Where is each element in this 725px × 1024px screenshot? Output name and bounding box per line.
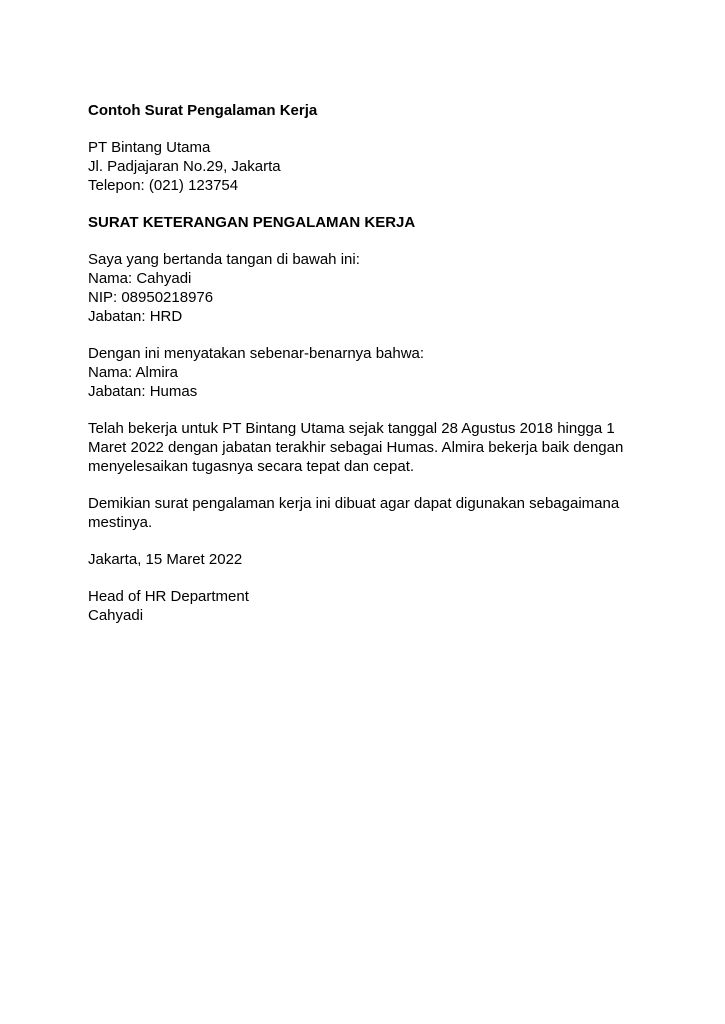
document-title: Contoh Surat Pengalaman Kerja (88, 102, 318, 119)
signature-block (88, 587, 648, 625)
signer-block (88, 250, 648, 326)
signature-name: Cahyadi (88, 607, 144, 624)
document-title-block (88, 101, 648, 120)
place-date: Jakarta, 15 Maret 2022 (88, 551, 243, 568)
signer-intro: Saya yang bertanda tangan di bawah ini: (88, 251, 360, 268)
employee-position: Jabatan: Humas (88, 383, 198, 400)
closing-line: mestinya. (88, 514, 153, 531)
signature-title: Head of HR Department (88, 588, 249, 605)
signer-position: Jabatan: HRD (88, 308, 183, 325)
company-info (88, 138, 648, 195)
closing-paragraph (88, 494, 648, 532)
employee-name: Nama: Almira (88, 364, 179, 381)
statement-line: Maret 2022 dengan jabatan terakhir sebagai Humas. Almira bekerja baik dengan (88, 439, 624, 456)
signer-name: Nama: Cahyadi (88, 270, 192, 287)
letter-heading-block (88, 213, 648, 232)
employee-intro: Dengan ini menyatakan sebenar-benarnya bahwa: (88, 345, 425, 362)
company-name: PT Bintang Utama (88, 139, 211, 156)
letter-heading: SURAT KETERANGAN PENGALAMAN KERJA (88, 214, 416, 231)
company-address: Jl. Padjajaran No.29, Jakarta (88, 158, 281, 175)
document-content (88, 101, 648, 625)
signer-nip: NIP: 08950218976 (88, 289, 214, 306)
closing-line: Demikian surat pengalaman kerja ini dibuat agar dapat digunakan sebagaimana (88, 495, 620, 512)
employee-block (88, 344, 648, 401)
statement-line: Telah bekerja untuk PT Bintang Utama sejak tanggal 28 Agustus 2018 hingga 1 (88, 420, 615, 437)
place-date-block (88, 550, 648, 569)
company-phone: Telepon: (021) 123754 (88, 177, 239, 194)
statement-line: menyelesaikan tugasnya secara tepat dan cepat. (88, 458, 415, 475)
statement-paragraph (88, 419, 648, 476)
